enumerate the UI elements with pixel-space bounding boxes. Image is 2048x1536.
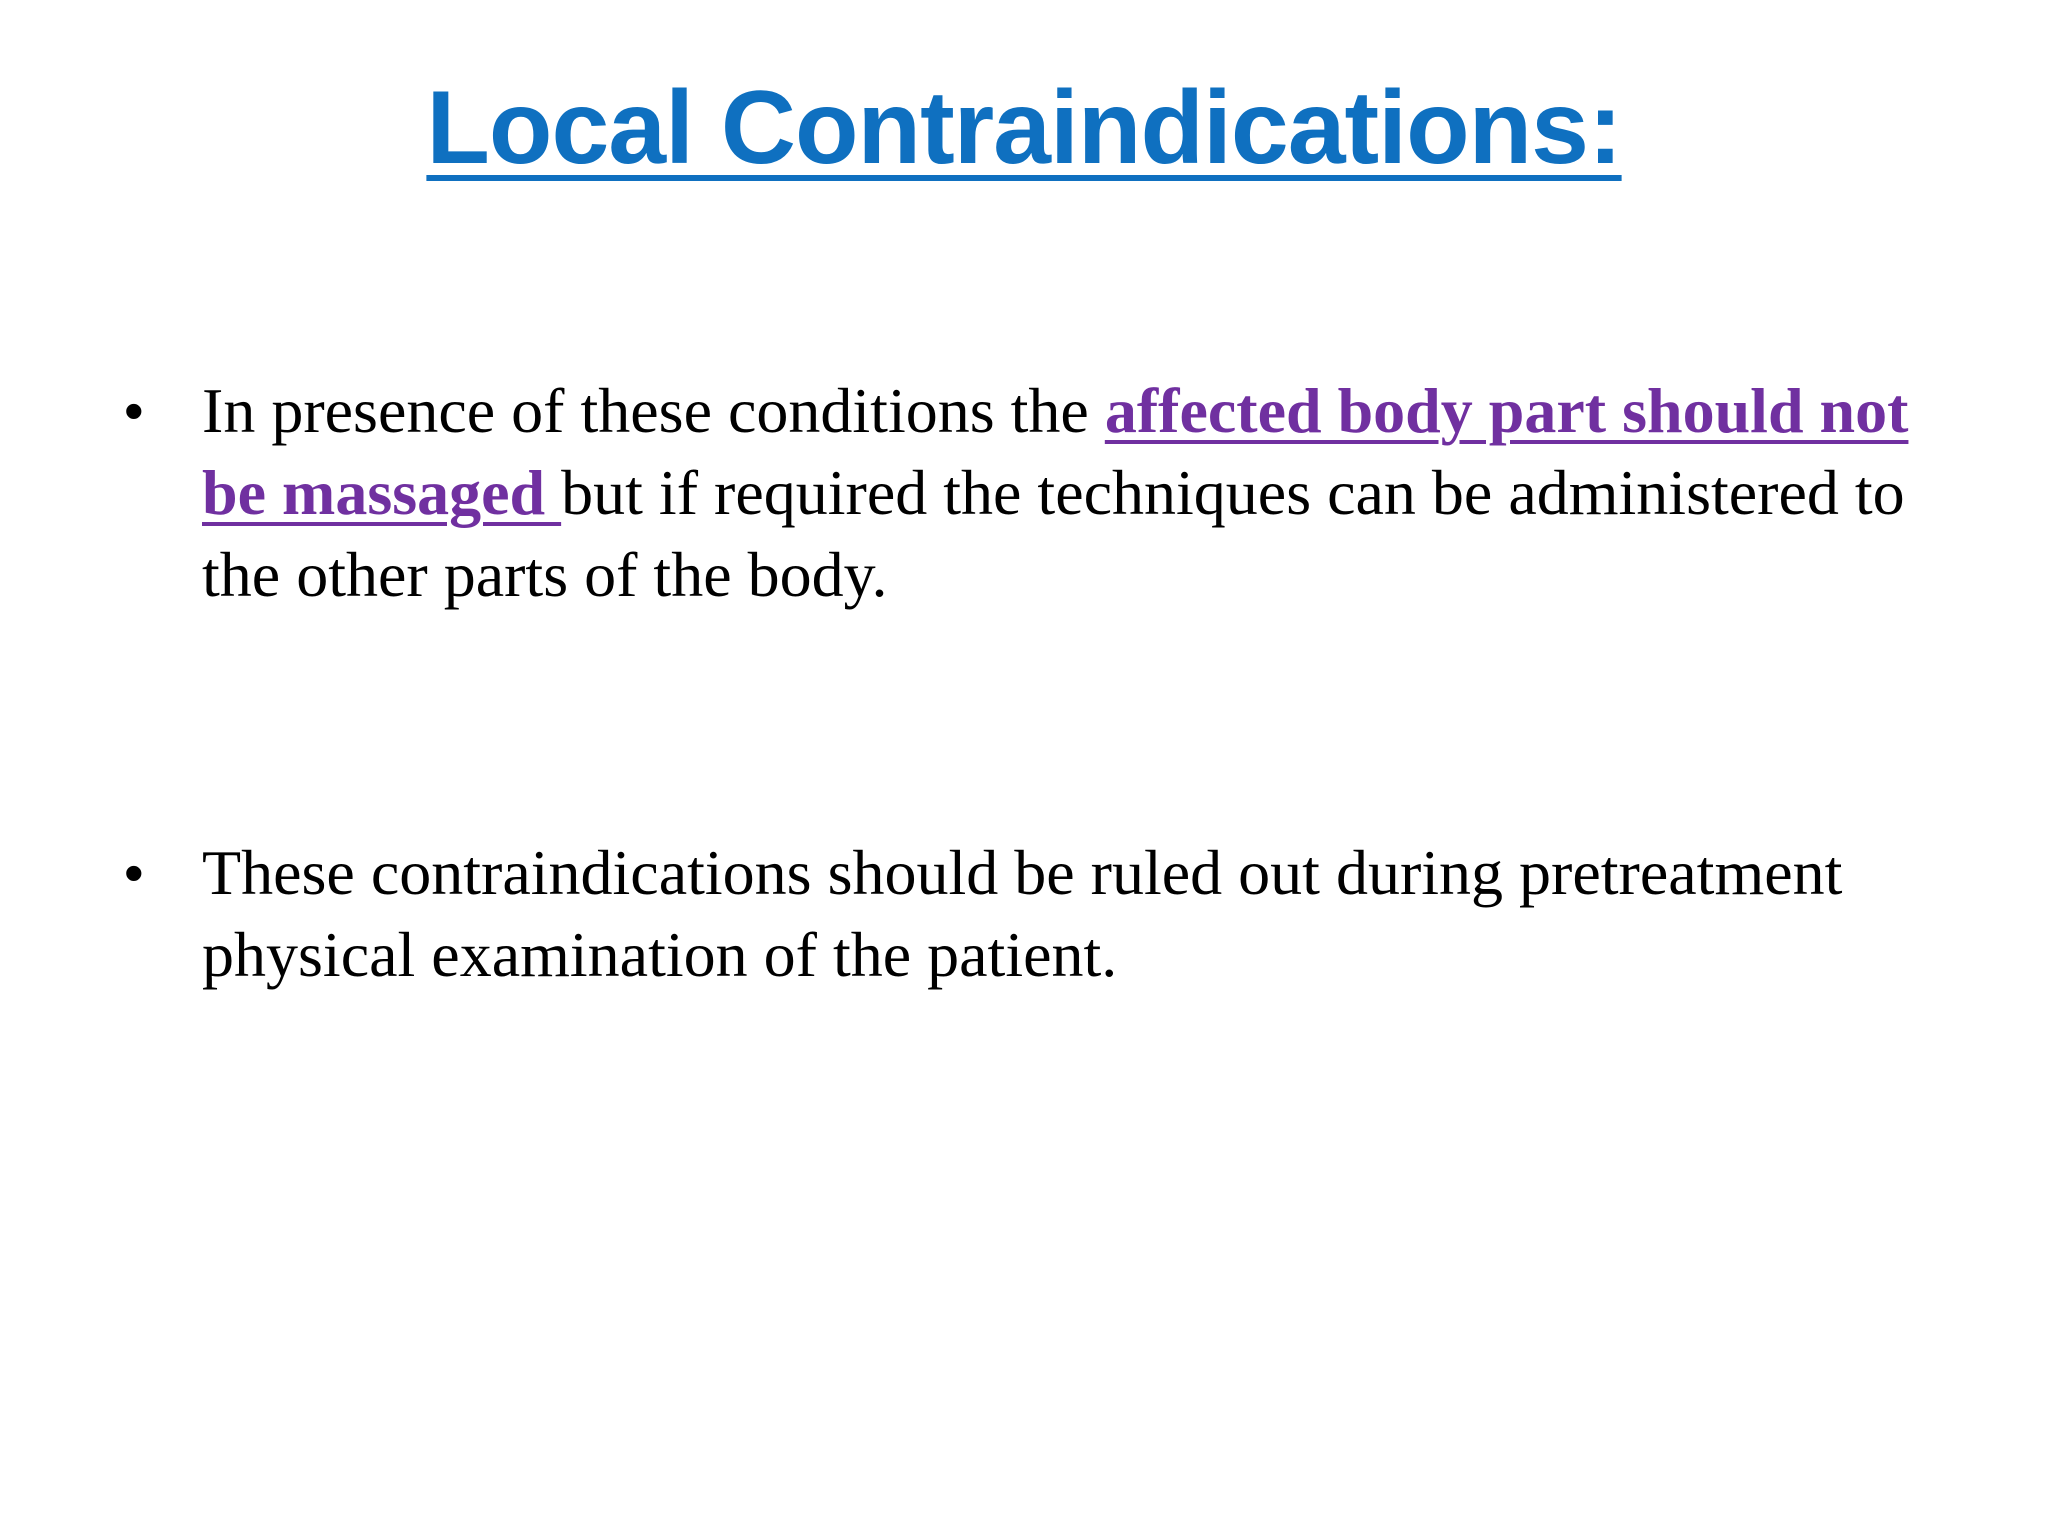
- bullet-1-emphasis: affected body part should not be massaged: [202, 375, 1909, 528]
- slide-title: Local Contraindications:: [426, 70, 1622, 186]
- bullet-icon: •: [124, 379, 144, 442]
- bullet-1-text-after: but if required the techniques can be administered to the other parts of the body.: [202, 457, 1905, 610]
- bullet-item-1: [120, 370, 1970, 616]
- bullet-item-2: [120, 832, 1970, 996]
- bullet-icon: •: [124, 841, 144, 904]
- bullet-list: [120, 370, 1970, 996]
- bullet-2-text: These contraindications should be ruled out during pretreatment physical examination of the patient.: [202, 837, 1843, 990]
- bullet-1-text-before: In presence of these conditions the: [202, 375, 1105, 446]
